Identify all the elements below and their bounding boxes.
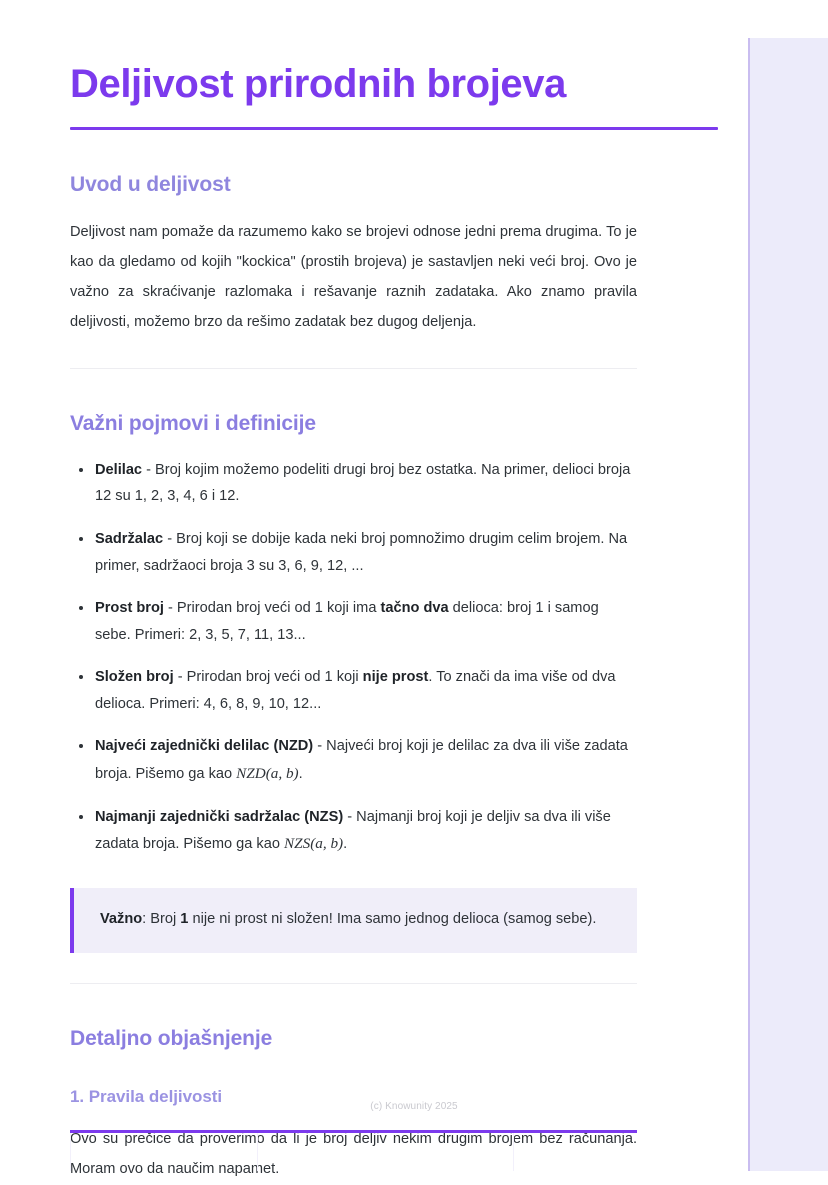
term-dash: - (173, 669, 187, 686)
term-name: Najveći zajednički delilac (NZD) (95, 738, 314, 755)
term-emphasis: tačno dva (380, 600, 449, 617)
section-paragraph-detaljno: Ovo su prečice da proverimo da li je broj deljiv nekim drugim brojem bez računanja. Moram ovo da naučim napamet. (70, 1131, 637, 1178)
subsection-heading-pravila: 1. Pravila deljivosti (70, 1087, 223, 1107)
important-callout (70, 888, 637, 953)
term-dash: - (142, 461, 156, 478)
table-header-row (71, 1132, 638, 1172)
term-description-tail: . To znači da ima više od dva delioca. Primeri: 4, 6, 8, 9, 10, 12... (95, 669, 616, 712)
term-name: Sadržalac (95, 531, 164, 548)
section-divider-2 (70, 983, 637, 984)
math-expression-nzs: NZS(a, b) (284, 835, 344, 853)
section-divider-1 (70, 368, 637, 369)
table-stub (70, 1130, 637, 1171)
term-emphasis: nije prost (362, 669, 429, 686)
term-description: Prirodan broj veći od 1 koji (186, 669, 363, 686)
term-dash: - (163, 600, 177, 617)
terms-list (70, 457, 637, 858)
term-description: Najmanji broj koji je deljiv sa dva ili više zadata broja. Pišemo ga kao (95, 808, 611, 853)
term-description-tail: . (298, 765, 303, 782)
term-dash: - (343, 808, 357, 825)
term-description: Broj koji se dobije kada neki broj pomnožimo drugim celim brojem. Na primer, sadržaoci broja 3 su 3, 6, 9, 12, ... (95, 531, 628, 574)
list-item (70, 664, 637, 717)
term-description-tail: delioca: broj 1 i samog sebe. Primeri: 2, 3, 5, 7, 11, 13... (95, 600, 599, 643)
term-description: Najveći broj koji je delilac za dva ili više zadata broja. Pišemo ga kao (95, 738, 628, 782)
section-paragraph-uvod: Deljivost nam pomaže da razumemo kako se brojevi odnose jedni prema drugima. To je kao da gledamo od kojih "kockica" (prostih brojeva) je sastavljen neki veći broj. Ovo je važno za skraćivanje razlomaka i rešavanje raznih zadataka. Ako znamo pravila deljivosti, možemo brzo da rešimo zadatak bez dugog deljenja. (70, 224, 637, 330)
callout-text (100, 905, 611, 934)
section-heading-pojmovi: Važni pojmovi i definicije (70, 411, 316, 435)
callout-label: Važno (100, 910, 143, 927)
page-side-strip (748, 38, 828, 1171)
table-header-cell (71, 1132, 258, 1172)
term-dash: - (313, 738, 327, 755)
table-header-cell (514, 1132, 638, 1172)
list-item (70, 526, 637, 579)
list-item (70, 733, 637, 787)
list-item (70, 457, 637, 510)
callout-after-label: : Broj (142, 910, 181, 927)
list-item (70, 804, 637, 858)
section-heading-uvod: Uvod u deljivost (70, 172, 231, 196)
term-description: Prirodan broj veći od 1 koji ima (176, 600, 381, 617)
table-header-cell (258, 1132, 514, 1172)
term-description-tail: . (343, 836, 348, 853)
section-heading-detaljno: Detaljno objašnjenje (70, 1026, 273, 1050)
rules-table (70, 1130, 637, 1171)
term-name: Složen broj (95, 669, 174, 686)
term-description: Broj kojim možemo podeliti drugi broj bez ostatka. Na primer, delioci broja 12 su 1, 2, 3, 4, 6 i 12. (95, 461, 631, 505)
document-content (70, 62, 637, 1185)
term-name: Prost broj (95, 600, 164, 617)
page-title: Deljivost prirodnih brojeva (70, 62, 566, 106)
list-item (70, 595, 637, 648)
term-name: Delilac (95, 461, 143, 478)
callout-number: 1 (180, 910, 189, 927)
term-name: Najmanji zajednički sadržalac (NZS) (95, 808, 344, 825)
callout-body: nije ni prost ni složen! Ima samo jednog delioca (samog sebe). (188, 910, 597, 927)
math-expression-nzd: NZD(a, b) (236, 764, 299, 782)
term-dash: - (163, 531, 177, 548)
watermark: (c) Knowunity 2025 (370, 1101, 458, 1112)
title-underline (70, 127, 718, 130)
